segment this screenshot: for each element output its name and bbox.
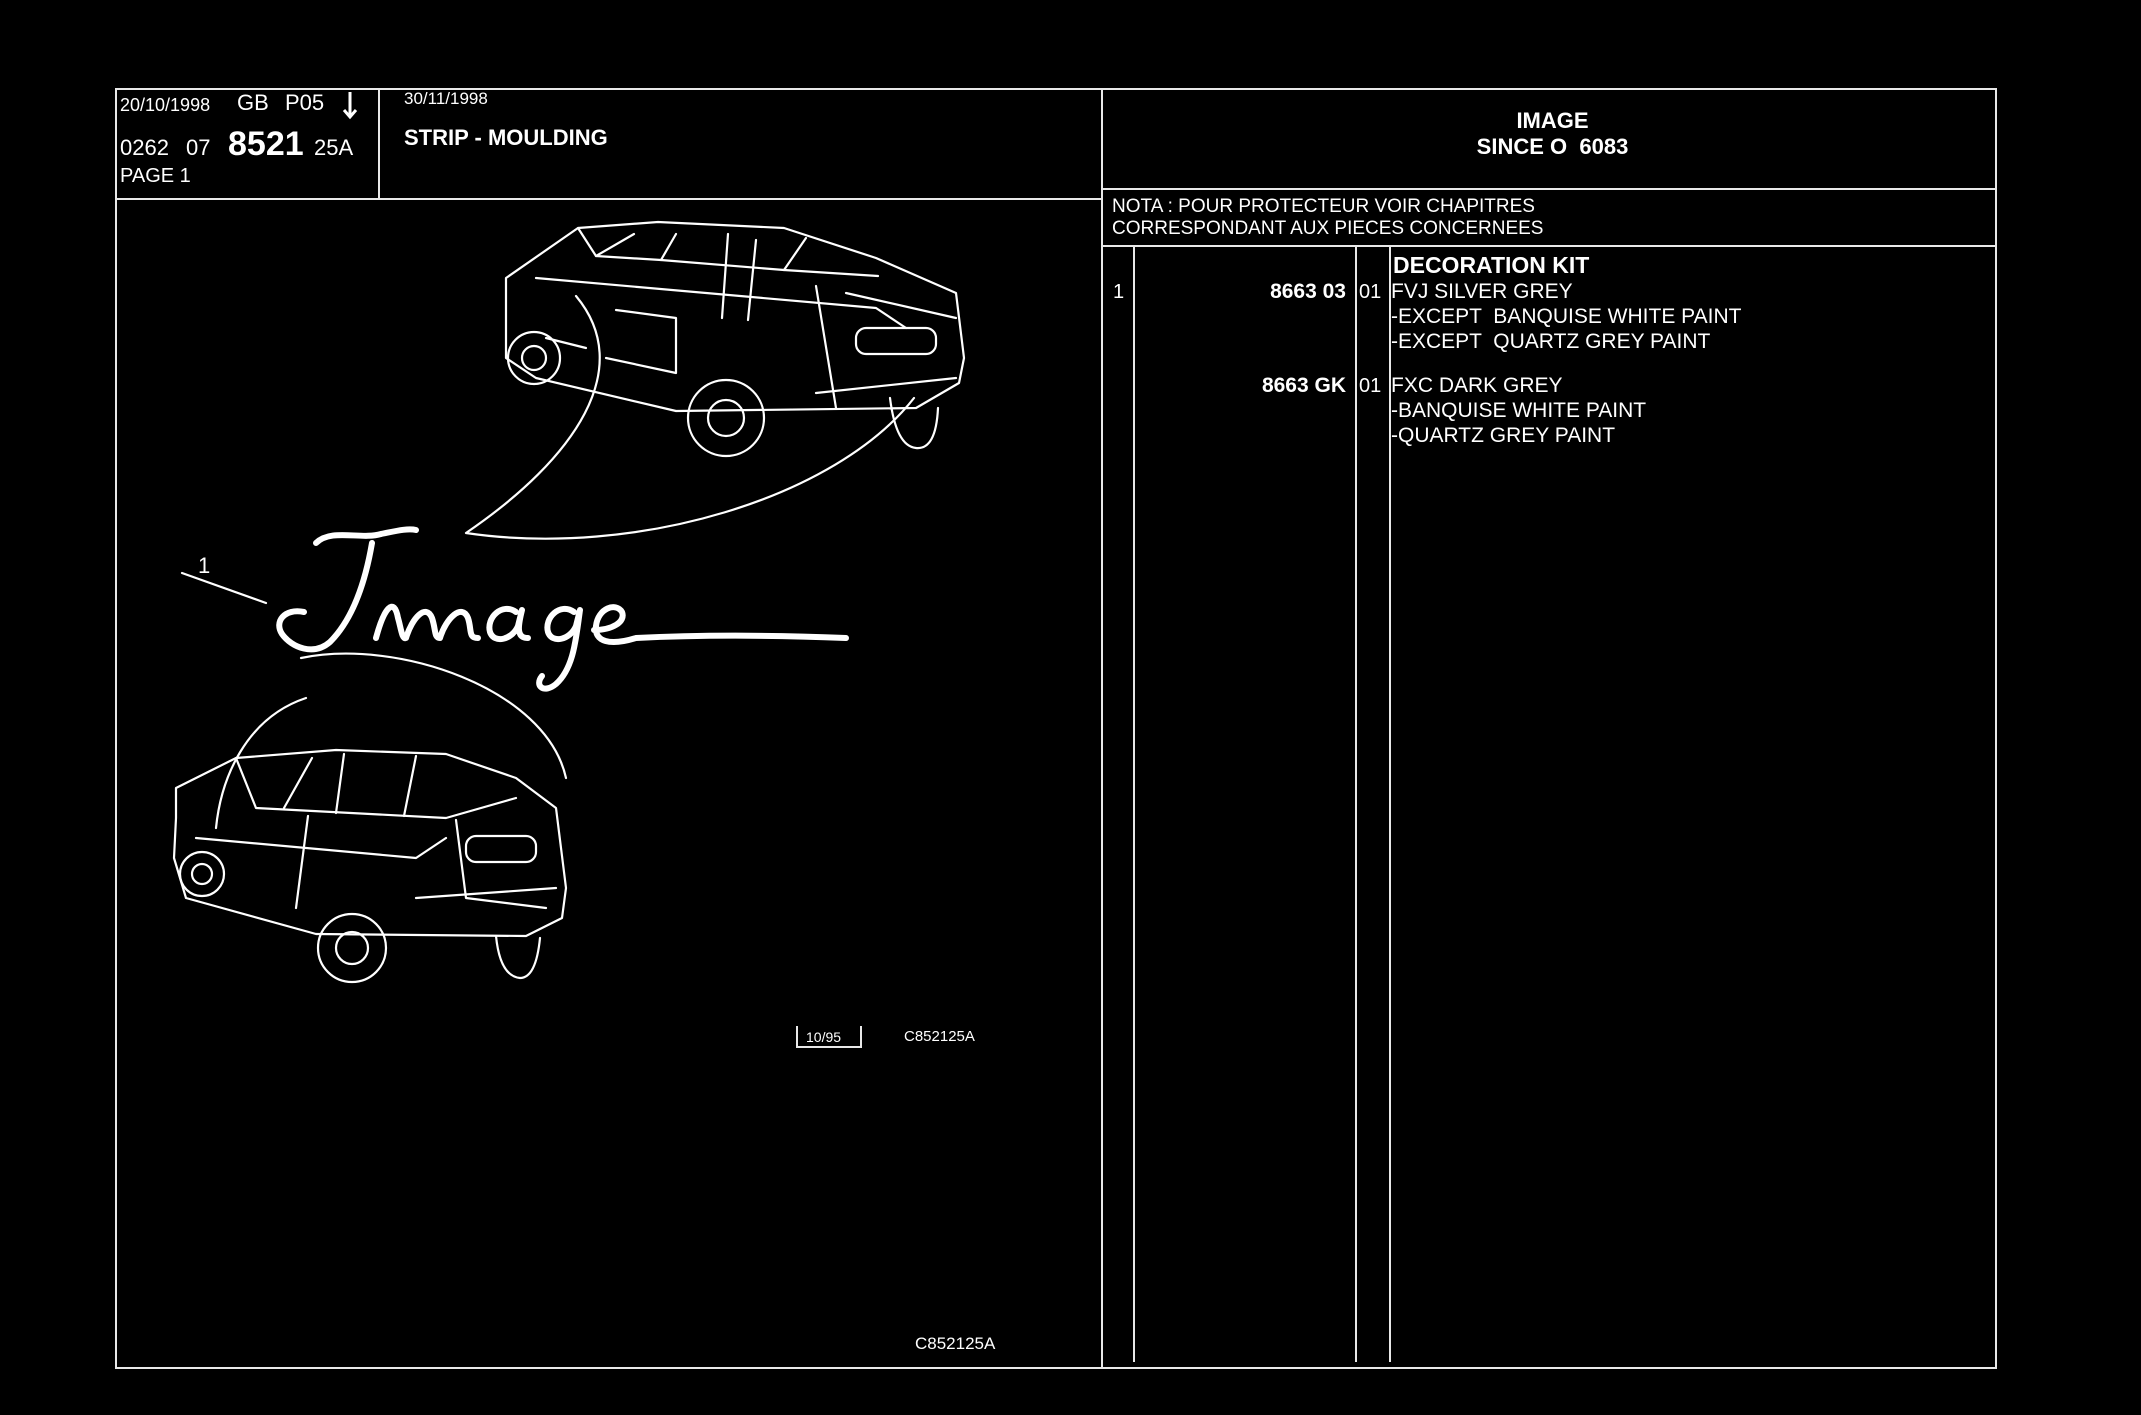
part-quantity: 01 <box>1359 281 1382 303</box>
part-reference: 8663 GK <box>1261 374 1346 397</box>
part-description: -EXCEPT BANQUISE WHITE PAINT <box>1391 305 1742 328</box>
nota-line-2: CORRESPONDANT AUX PIECES CONCERNEES <box>1112 218 1544 239</box>
issue-date: 20/10/1998 <box>120 95 211 115</box>
drawing-code: C852125A <box>904 1028 975 1045</box>
callout-leader <box>182 573 266 603</box>
footer-drawing-code: C852125A <box>915 1334 996 1353</box>
header-divider-right <box>1101 188 1997 190</box>
part-quantity: 01 <box>1359 375 1382 397</box>
ref-main: 8521 <box>228 125 304 163</box>
image-logo-script <box>279 529 846 688</box>
header-divider-vertical <box>378 88 380 198</box>
ref-part-c: 25A <box>314 135 354 160</box>
country-code: GB <box>237 90 269 115</box>
page-code: P05 <box>285 90 325 115</box>
callout-number: 1 <box>198 553 211 578</box>
nota-line-1: NOTA : POUR PROTECTEUR VOIR CHAPITRES <box>1112 196 1535 217</box>
arrow-down-icon <box>340 90 360 120</box>
part-reference: 8663 03 <box>1270 280 1346 303</box>
part-description: -BANQUISE WHITE PAINT <box>1391 399 1647 422</box>
page-title: STRIP - MOULDING <box>404 125 608 150</box>
update-date: 30/11/1998 <box>404 89 488 108</box>
part-description: FXC DARK GREY <box>1391 374 1563 397</box>
part-description: FVJ SILVER GREY <box>1391 280 1573 303</box>
ref-part-b: 07 <box>186 135 211 160</box>
car-drawing-upper <box>506 222 964 456</box>
group-title: DECORATION KIT <box>1393 252 1590 278</box>
page-number: PAGE 1 <box>120 165 191 187</box>
part-description: -EXCEPT QUARTZ GREY PAINT <box>1391 330 1711 353</box>
column-divider-ref-left <box>1355 245 1357 1362</box>
part-description: -QUARTZ GREY PAINT <box>1391 424 1616 447</box>
ref-part-a: 0262 <box>120 135 169 160</box>
model-name: IMAGE <box>1516 108 1589 133</box>
revision-date: 10/95 <box>806 1029 842 1045</box>
car-drawing-lower <box>174 750 566 982</box>
leader-curve-lower <box>216 654 566 828</box>
parts-illustration <box>116 198 1102 1368</box>
nota-divider <box>1101 245 1997 247</box>
column-divider-item <box>1133 245 1135 1362</box>
since-range: SINCE O 6083 <box>1476 134 1629 159</box>
item-number: 1 <box>1113 281 1125 303</box>
